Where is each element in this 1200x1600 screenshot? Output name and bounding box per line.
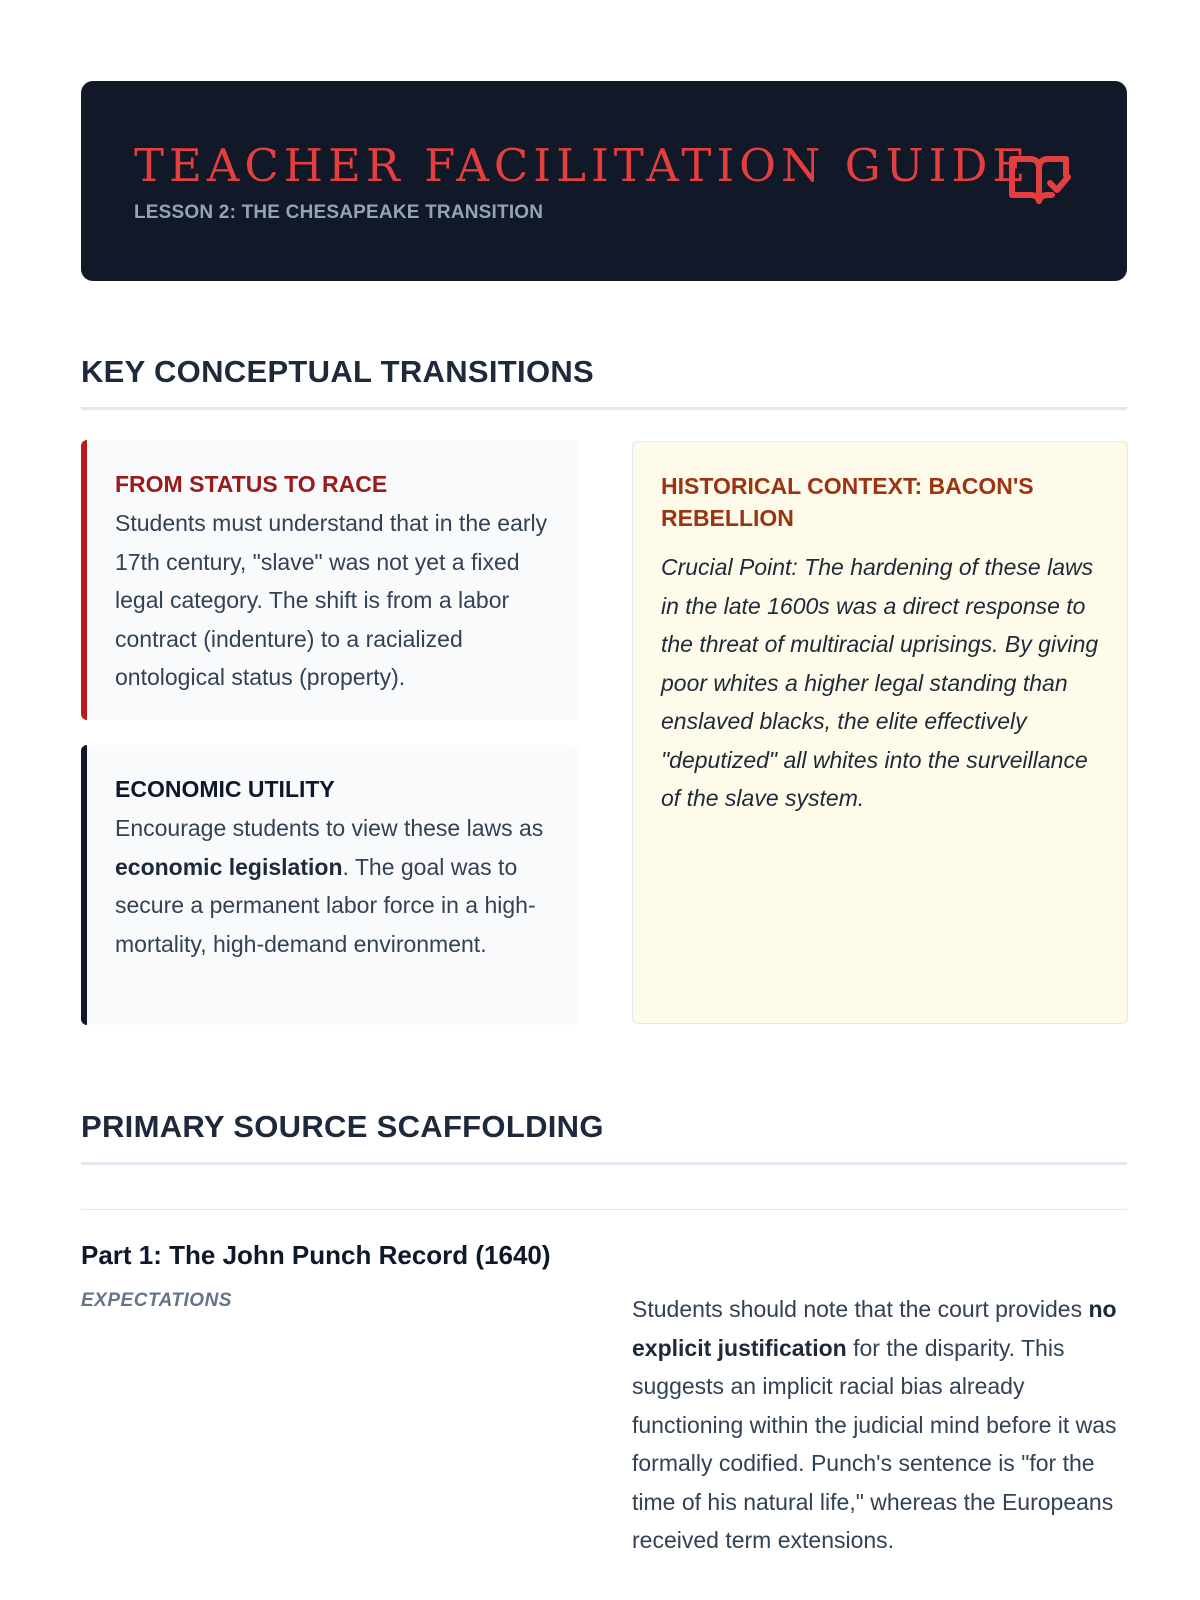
economic-utility-title: ECONOMIC UTILITY	[115, 776, 335, 802]
lesson-subtitle: LESSON 2: THE CHESAPEAKE TRANSITION	[134, 202, 544, 223]
expectations-label: EXPECTATIONS	[81, 1290, 232, 1311]
guide-header	[81, 81, 1127, 281]
section-heading-transitions: KEY CONCEPTUAL TRANSITIONS	[81, 356, 1127, 410]
section-heading-scaffolding: PRIMARY SOURCE SCAFFOLDING	[81, 1111, 1127, 1165]
expectations-text-end: for the disparity. This suggests an implicit racial bias already functioning within the judicial mind before it was formally codified. Punch's sentence is "for the time of his natural life," whereas the Europeans received term extensions.	[632, 1334, 1117, 1553]
expectations-text-start: Students should note that the court provides	[632, 1296, 1089, 1322]
historical-context-card	[632, 441, 1128, 1024]
status-to-race-title: FROM STATUS TO RACE	[115, 471, 388, 497]
part-divider	[81, 1209, 1127, 1210]
economic-utility-card	[81, 745, 578, 1025]
status-to-race-card	[81, 440, 578, 720]
open-book-check-icon	[1008, 151, 1072, 209]
economic-utility-text-start: Encourage students to view these laws as	[115, 815, 544, 842]
page-title: TEACHER FACILITATION GUIDE	[134, 139, 1031, 192]
economic-utility-body	[115, 809, 558, 963]
economic-utility-text-end: . The goal was to secure a permanent labor force in a high-mortality, high-demand environment.	[115, 853, 536, 957]
status-to-race-body: Students must understand that in the early 17th century, "slave" was not yet a fixed legal category. The shift is from a labor contract (indenture) to a racialized ontological status (property).	[115, 510, 548, 691]
expectations-emphasis: no explicit justification	[632, 1296, 1117, 1361]
expectations-text	[632, 1290, 1127, 1560]
economic-utility-emphasis: economic legislation	[115, 853, 343, 880]
historical-context-body: Crucial Point: The hardening of these laws in the late 1600s was a direct response to the threat of multiracial uprisings. By giving poor whites a higher legal standing than enslaved blacks, the elite effectively "deputized" all whites into the surveillance of the slave system.	[661, 554, 1099, 812]
historical-context-title: HISTORICAL CONTEXT: BACON'S REBELLION	[661, 473, 1034, 532]
part-title: Part 1: The John Punch Record (1640)	[81, 1240, 551, 1270]
